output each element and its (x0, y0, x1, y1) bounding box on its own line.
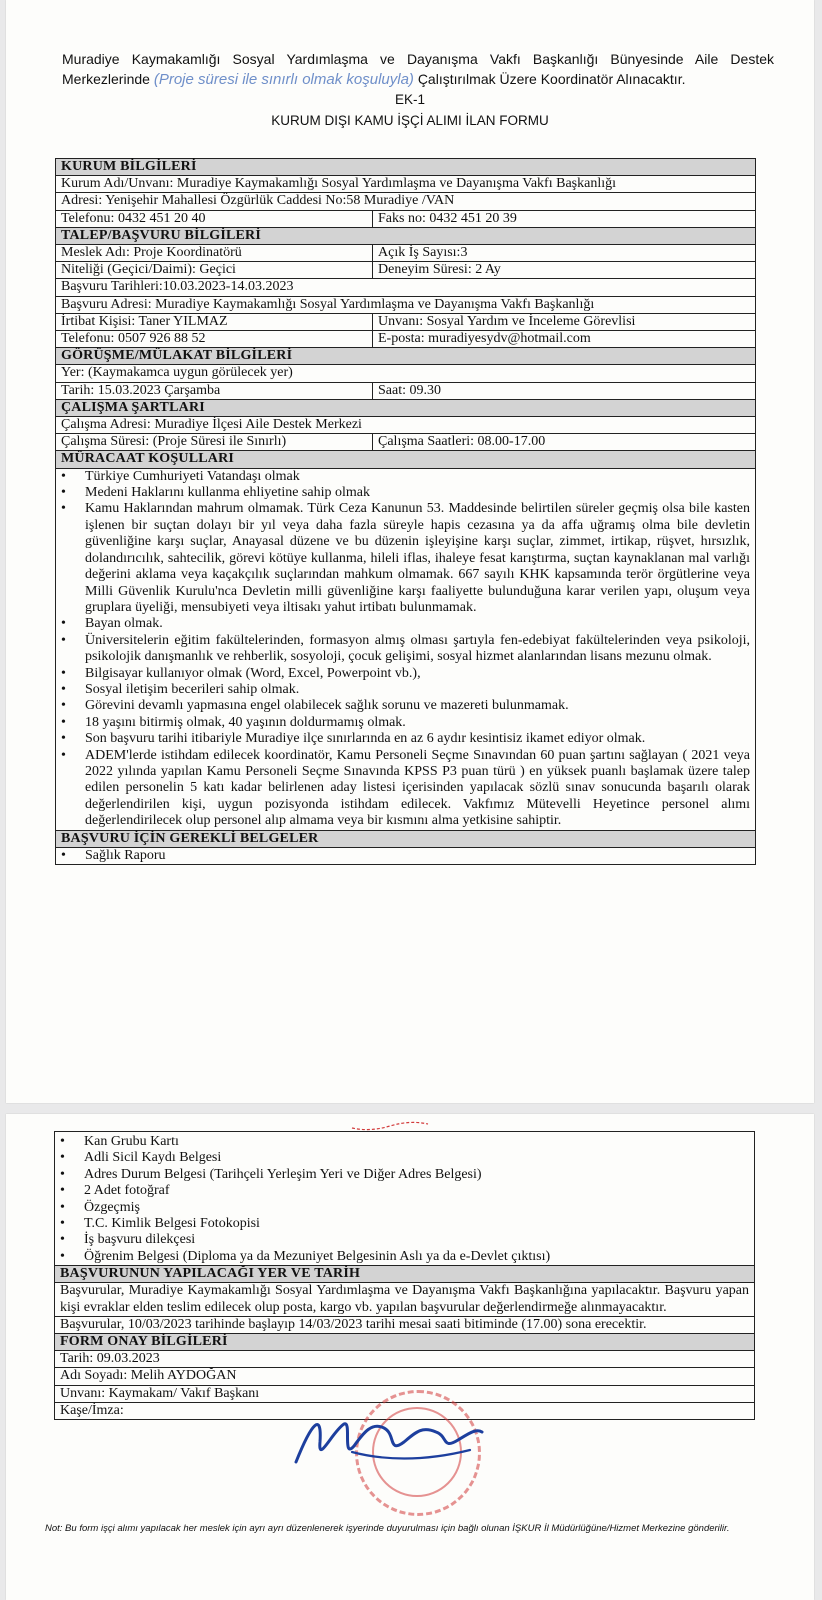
muracaat-list (61, 469, 750, 830)
belgeler-list-page2 (60, 1134, 749, 1265)
onay-tarih: Tarih: 09.03.2023 (55, 1351, 755, 1368)
list-item: • T.C. Kimlik Belgesi Fotokopisi (60, 1216, 749, 1232)
list-item: • ADEM'lerde istihdam edilecek koordinatör, Kamu Personeli Seçme Sınavından 60 puan şartını sağlayan ( 2021 veya 2022 yılında yapılan Kamu Personeli Seçme Sınavında KPSS P3 puan türü ) en yüksek puanlı başlamak üzere talep edilen personelin 5 katı kadar belirlenen aday listesi içerisinden yapılacak sözlü sınav sonucunda başarılı olarak değerlendirilen kişi, uygun pozisyonda istihdam edilecek. Vakfımız Mütevelli Heyetince personel alımı değerlendirilecek olup personel alıp almama veya bir kısmını alma yetkisine sahiptir. (61, 748, 750, 830)
ek-label: EK-1 (394, 92, 425, 107)
irtibat-kisisi: İrtibat Kişisi: Taner YILMAZ (56, 313, 373, 330)
niteligi: Niteliği (Geçici/Daimi): Geçici (56, 262, 373, 279)
handwritten-insert: (Proje süresi ile sınırlı olmak koşuluyla) (153, 71, 414, 88)
section-talep: TALEP/BAŞVURU BİLGİLERİ (56, 227, 756, 244)
irtibat-eposta: E-posta: muradiyesydv@hotmail.com (373, 331, 756, 348)
announcement-heading (62, 49, 774, 90)
list-item: • Sosyal iletişim becerileri sahip olmak. (61, 682, 750, 698)
calisma-suresi: Çalışma Süresi: (Proje Süresi ile Sınırlı) (56, 434, 373, 451)
kurum-telefon: Telefonu: 0432 451 20 40 (56, 210, 373, 227)
onay-unvani: Unvanı: Kaymakam/ Vakıf Başkanı (55, 1385, 755, 1402)
form-page-1 (6, 0, 814, 1103)
form-table-page2 (54, 1131, 755, 1420)
section-kurum: KURUM BİLGİLERİ (56, 159, 756, 176)
list-item: • 18 yaşını bitirmiş olmak, 40 yaşının doldurmamış olmak. (61, 715, 750, 731)
irtibat-telefon: Telefonu: 0507 926 88 52 (56, 331, 373, 348)
basvuru-tarihleri: Başvuru Tarihleri:10.03.2023-14.03.2023 (56, 279, 756, 296)
list-item: • Sağlık Raporu (61, 848, 750, 864)
onay-kase-imza: Kaşe/İmza: (55, 1402, 755, 1419)
belgeler-list-page1 (61, 848, 750, 864)
irtibat-unvani: Unvanı: Sosyal Yardım ve İnceleme Görevlisi (373, 313, 756, 330)
section-basvuru-yeri: BAŞVURUNUN YAPILACAĞI YER VE TARİH (55, 1266, 755, 1283)
list-item: • Üniversitelerin eğitim fakültelerinden, formasyon almış olması şartıyla fen-edebiyat fakültelerinden veya psikoloji, psikolojik danışmanlık ve rehberlik, sosyoloji, çocuk gelişimi, sosyal hizmet alanlarından lisans mezunu olmak. (61, 633, 750, 666)
kurum-adres: Adresi: Yenişehir Mahallesi Özgürlük Caddesi No:58 Muradiye /VAN (56, 193, 756, 210)
list-item: • Medeni Haklarını kullanma ehliyetine sahip olmak (61, 485, 750, 501)
basvuru-tarih-text: Başvurular, 10/03/2023 tarihinde başlayıp 14/03/2023 tarihi mesai saati bitiminde (17.00) sona erecektir. (55, 1316, 755, 1333)
section-calisma: ÇALIŞMA ŞARTLARI (56, 399, 756, 416)
list-item: • Türkiye Cumhuriyeti Vatandaşı olmak (61, 469, 750, 485)
form-table-page1 (55, 158, 756, 865)
kurum-adi: Kurum Adı/Unvanı: Muradiye Kaymakamlığı Sosyal Yardımlaşma ve Dayanışma Vakfı Başkanlığı (56, 176, 756, 193)
onay-adi-soyadi: Adı Soyadı: Melih AYDOĞAN (55, 1368, 755, 1385)
meslek-adi: Meslek Adı: Proje Koordinatörü (56, 245, 373, 262)
list-item: • Görevini devamlı yapmasına engel olabilecek sağlık sorunu ve mazereti bulunmamak. (61, 698, 750, 714)
footer-note: Not: Bu form işçi alımı yapılacak her meslek için ayrı ayrı düzenlenerek işyerinde duyurulması için bağlı olunan İŞKUR İl Müdürlüğüne/Hizmet Merkezine gönderilir. (45, 1523, 730, 1534)
list-item: • Son başvuru tarihi itibariyle Muradiye ilçe sınırlarında en az 6 aydır kesintisiz ikamet ediyor olmak. (61, 731, 750, 747)
section-onay: FORM ONAY BİLGİLERİ (55, 1334, 755, 1351)
list-item: • Öğrenim Belgesi (Diploma ya da Mezuniyet Belgesinin Aslı ya da e-Devlet çıktısı) (60, 1249, 749, 1265)
acik-is-sayisi: Açık İş Sayısı:3 (373, 245, 756, 262)
list-item: • Kan Grubu Kartı (60, 1134, 749, 1150)
kurum-faks: Faks no: 0432 451 20 39 (373, 210, 756, 227)
basvuru-adresi: Başvuru Adresi: Muradiye Kaymakamlığı Sosyal Yardımlaşma ve Dayanışma Vakfı Başkanlığı (56, 296, 756, 313)
list-item: • Bayan olmak. (61, 616, 750, 632)
form-title: KURUM DIŞI KAMU İŞÇİ ALIMI İLAN FORMU (271, 113, 549, 128)
heading-line-1: Muradiye Kaymakamlığı Sosyal Yardımlaşma ve Dayanışma Vakfı Başkanlığı Bünyesinde Aile Destek Merkezlerinde (62, 51, 774, 87)
mulakat-saat: Saat: 09.30 (373, 382, 756, 399)
section-muracaat: MÜRACAAT KOŞULLARI (56, 451, 756, 468)
section-gorusme: GÖRÜŞME/MÜLAKAT BİLGİLERİ (56, 348, 756, 365)
list-item: • Adli Sicil Kaydı Belgesi (60, 1150, 749, 1166)
calisma-saatleri: Çalışma Saatleri: 08.00-17.00 (373, 434, 756, 451)
list-item: • Özgeçmiş (60, 1200, 749, 1216)
list-item: • 2 Adet fotoğraf (60, 1183, 749, 1199)
list-item: • Bilgisayar kullanıyor olmak (Word, Excel, Powerpoint vb.), (61, 666, 750, 682)
deneyim-suresi: Deneyim Süresi: 2 Ay (373, 262, 756, 279)
mulakat-tarih: Tarih: 15.03.2023 Çarşamba (56, 382, 373, 399)
mulakat-yer: Yer: (Kaymakamca uygun görülecek yer) (56, 365, 756, 382)
basvuru-yeri-text: Başvurular, Muradiye Kaymakamlığı Sosyal Yardımlaşma ve Dayanışma Vakfı Başkanlığına yapılacaktır. Başvuru yapan kişi evraklar elden teslim edilecek olup posta, kargo vb. yapılan başvurular değerlendirmeğe alınmayacaktır. (55, 1283, 755, 1316)
list-item: • İş başvuru dilekçesi (60, 1232, 749, 1248)
list-item: • Kamu Haklarından mahrum olmamak. Türk Ceza Kanunun 53. Maddesinde belirtilen süreler geçmiş olsa bile kasten işlenen bir suçtan dolayı bir yıl veya daha fazla süreyle hapis cezasına ya da affa uğramış olma bile devletin güvenliğine karşı suçlar, Anayasal düzene ve bu düzenin işleyişine karşı suçlar, zimmet, irtikap, rüşvet, hırsızlık, dolandırıcılık, sahtecilik, görevi kötüye kullanma, hileli iflas, ihaleye fesat karıştırma, suçtan kaynaklanan mal varlığı değerini aklama veya kaçakçılık suçlarından mahkum olmamak. 667 sayılı KHK kapsamında terör örgütlerine veya Milli Güvenlik Kurulu'nca Devletin milli güvenliğine karşı faaliyette bulunduğuna karar verilen yapı, oluşum veya gruplara üyeliği, mensubiyeti veya iltisakı yahut irtibatı bulunmamak. (61, 501, 750, 616)
heading-line-2: Çalıştırılmak Üzere Koordinatör Alınacaktır. (417, 71, 686, 87)
list-item: • Adres Durum Belgesi (Tarihçeli Yerleşim Yeri ve Diğer Adres Belgesi) (60, 1167, 749, 1183)
calisma-adresi: Çalışma Adresi: Muradiye İlçesi Aile Destek Merkezi (56, 417, 756, 434)
section-belgeler: BAŞVURU İÇİN GEREKLİ BELGELER (56, 830, 756, 847)
